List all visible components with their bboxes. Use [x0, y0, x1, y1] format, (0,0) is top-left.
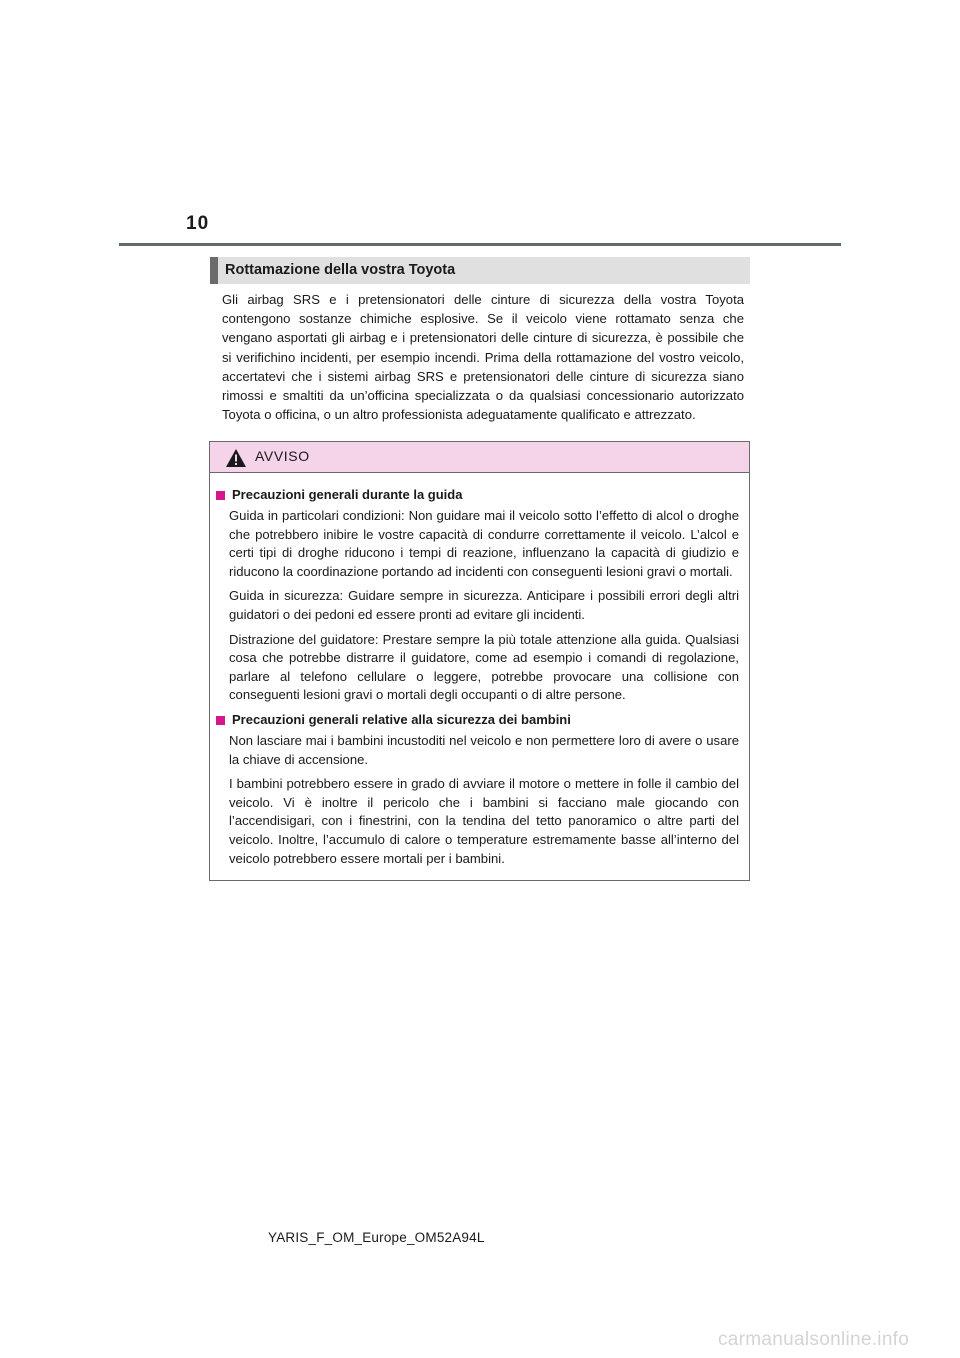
warning-content	[210, 486, 749, 874]
warning-paragraph: Distrazione del guidatore: Prestare sempre la più totale attenzione alla guida. Qualsiasi cosa che potrebbe distrarre il guidatore, come ad esempio i comandi di regolazione, parlare al telefono cellulare o leggere, potrebbe provocare una collisione con conseguenti lesioni gravi o mortali degli occupanti o di altre persone.	[229, 631, 739, 703]
footer-document-code: YARIS_F_OM_Europe_OM52A94L	[268, 1230, 485, 1245]
disposal-paragraph: Gli airbag SRS e i pretensionatori delle cinture di sicurezza della vostra Toyota contengono sostanze chimiche esplosive. Se il veicolo viene rottamato senza che vengano asportati gli airbag e i pretensionatori delle cinture di sicurezza, è possibile che si verifichino incidenti, per esempio incendi. Prima della rottamazione del vostro veicolo, accertatevi che i sistemi airbag SRS e pretensionatori delle cinture di sicurezza siano rimossi e smaltiti da un’officina specializzata o da qualsiasi concessionario autorizzato Toyota o officina, o un altro professionista adeguatamente qualificato e attrezzato.	[222, 292, 744, 423]
section-heading: Rottamazione della vostra Toyota	[210, 257, 750, 284]
header-divider	[119, 243, 841, 246]
warning-paragraph: I bambini potrebbero essere in grado di avviare il motore o mettere in folle il cambio del veicolo. Vi è inoltre il pericolo che i bambini si facciano male giocando con l’accendisigari, con i finestrini, con la tendina del tetto panoramico o altre parti del veicolo. Inoltre, l’accumulo di calore o temperature estremamente basse all’interno del veicolo potrebbero essere mortali per i bambini.	[229, 776, 739, 866]
bullet-heading-children	[213, 711, 749, 729]
watermark: carmanualsonline.info	[718, 1329, 910, 1350]
bullet-heading-text: Precauzioni generali durante la guida	[232, 487, 463, 502]
square-bullet-icon	[216, 491, 225, 500]
warning-triangle-icon	[225, 448, 247, 468]
warning-paragraph: Guida in particolari condizioni: Non guidare mai il veicolo sotto l’effetto di alcol o droghe che potrebbero inibire le vostre capacità di condurre correttamente il veicolo. L’alcol e certi tipi di droghe riducono i tempi di reazione, influenzano la capacità di giudizio e riducono la coordinazione portando ad incidenti con conseguenti lesioni gravi o mortali.	[229, 508, 739, 579]
bullet-heading-driving	[213, 486, 749, 504]
warning-paragraph: Guida in sicurezza: Guidare sempre in sicurezza. Anticipare i possibili errori degli altri guidatori o dei pedoni ed essere pronti ad evitare gli incidenti.	[229, 588, 739, 622]
page-number: 10	[186, 213, 210, 234]
bullet-heading-text: Precauzioni generali relative alla sicurezza dei bambini	[232, 711, 571, 727]
warning-box	[209, 441, 750, 881]
square-bullet-icon	[216, 716, 225, 725]
warning-paragraph: Non lasciare mai i bambini incustoditi nel veicolo e non permettere loro di avere o usare la chiave di accensione.	[229, 732, 739, 767]
warning-title: AVVISO	[255, 448, 310, 464]
warning-header	[210, 442, 749, 473]
